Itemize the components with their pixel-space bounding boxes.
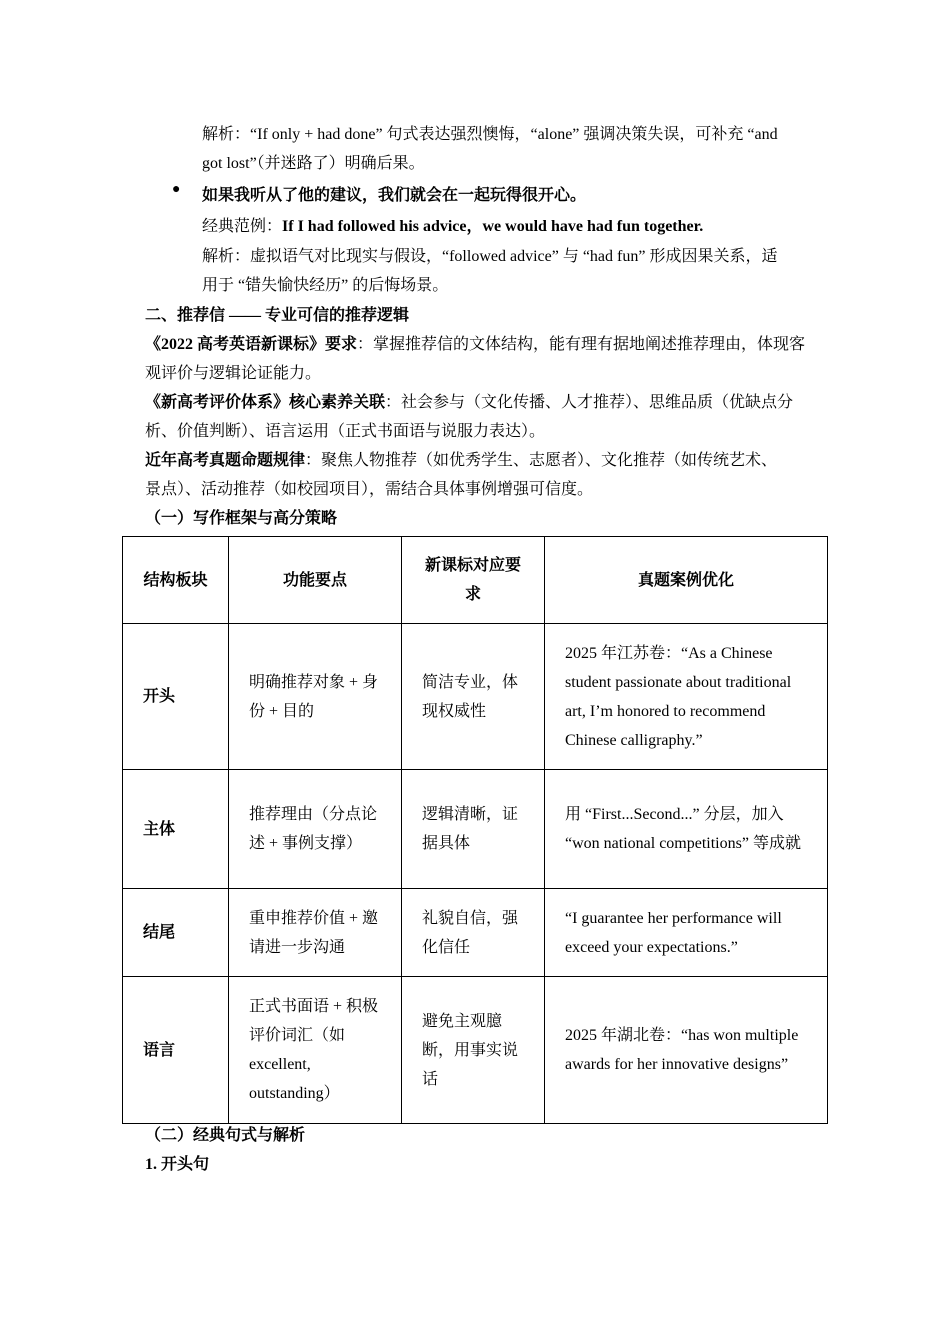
table-cell: 结尾 xyxy=(123,889,229,977)
requirement-2 xyxy=(145,388,807,446)
req-label: 《2022 高考英语新课标》要求 xyxy=(145,336,358,353)
req-text: ：掌握推荐信的文体结构，能有理有据地阐述推荐理由，体现客观评价与逻辑论证能力。 xyxy=(145,336,806,382)
table-row xyxy=(123,889,828,977)
table-cell: 避免主观臆断，用事实说话 xyxy=(402,977,545,1124)
table-cell: 开头 xyxy=(123,624,229,770)
example-paragraph xyxy=(202,212,802,241)
table-cell: 重申推荐价值 + 邀请进一步沟通 xyxy=(229,889,402,977)
table-header: 功能要点 xyxy=(229,537,402,624)
table-cell: 主体 xyxy=(123,770,229,889)
label: 解析： xyxy=(202,126,251,143)
table-cell: 用 “First...Second...” 分层，加入 “won national competitions” 等成就 xyxy=(545,770,828,889)
table-cell: 推荐理由（分点论述 + 事例支撑） xyxy=(229,770,402,889)
table-cell: 语言 xyxy=(123,977,229,1124)
req-text: ：聚焦人物推荐（如优秀学生、志愿者）、文化推荐（如传统艺术、景点）、活动推荐（如校园项目），需结合具体事例增强可信度。 xyxy=(145,452,778,498)
subsection-title: （二）经典句式与解析 xyxy=(145,1127,306,1144)
framework-table xyxy=(122,536,828,1124)
table-header: 真题案例优化 xyxy=(545,537,828,624)
analysis-text: “If only + had done” 句式表达强烈懊悔，“alone” 强调决策失误，可补充 “and got lost”（并迷路了）明确后果。 xyxy=(202,126,778,172)
req-label: 《新高考评价体系》核心素养关联 xyxy=(145,394,386,411)
requirement-1 xyxy=(145,330,807,388)
table-cell: 2025 年湖北卷：“has won multiple awards for her innovative designs” xyxy=(545,977,828,1124)
subsection-title: （一）写作框架与高分策略 xyxy=(145,510,338,527)
table-cell: 2025 年江苏卷：“As a Chinese student passionate about traditional art, I’m honored to recommend Chinese calligraphy.” xyxy=(545,624,828,770)
analysis-paragraph xyxy=(202,120,802,178)
req-text: ：社会参与（文化传播、人才推荐）、思维品质（优缺点分析、价值判断）、语言运用（正式书面语与说服力表达）。 xyxy=(145,394,794,440)
requirement-3 xyxy=(145,446,790,504)
example-text: If I had followed his advice，we would have had fun together. xyxy=(282,218,704,235)
table-header: 结构板块 xyxy=(123,537,229,624)
table-header: 新课标对应要求 xyxy=(402,537,545,624)
example-label: 经典范例： xyxy=(202,218,283,235)
table-row xyxy=(123,624,828,770)
table-row xyxy=(123,977,828,1124)
bullet-analysis: 解析：虚拟语气对比现实与假设，“followed advice” 与 “had fun” 形成因果关系，适用于 “错失愉快经历” 的后悔场景。 xyxy=(202,248,778,294)
table-cell: 正式书面语 + 积极评价词汇（如 excellent, outstanding） xyxy=(229,977,402,1124)
table-row xyxy=(123,770,828,889)
table-cell: “I guarantee her performance will exceed your expectations.” xyxy=(545,889,828,977)
table-cell: 逻辑清晰，证据具体 xyxy=(402,770,545,889)
bullet-sentence: 如果我听从了他的建议，我们就会在一起玩得很开心。 xyxy=(202,187,587,204)
table-header-row xyxy=(123,537,828,624)
req-label: 近年高考真题命题规律 xyxy=(145,452,306,469)
table-cell: 简洁专业，体现权威性 xyxy=(402,624,545,770)
section-title: 二、推荐信 —— 专业可信的推荐逻辑 xyxy=(145,307,410,324)
subheading: 1. 开头句 xyxy=(145,1156,210,1173)
table-cell: 礼貌自信，强化信任 xyxy=(402,889,545,977)
table-cell: 明确推荐对象 + 身份 + 目的 xyxy=(229,624,402,770)
bullet-icon: ● xyxy=(172,182,181,197)
